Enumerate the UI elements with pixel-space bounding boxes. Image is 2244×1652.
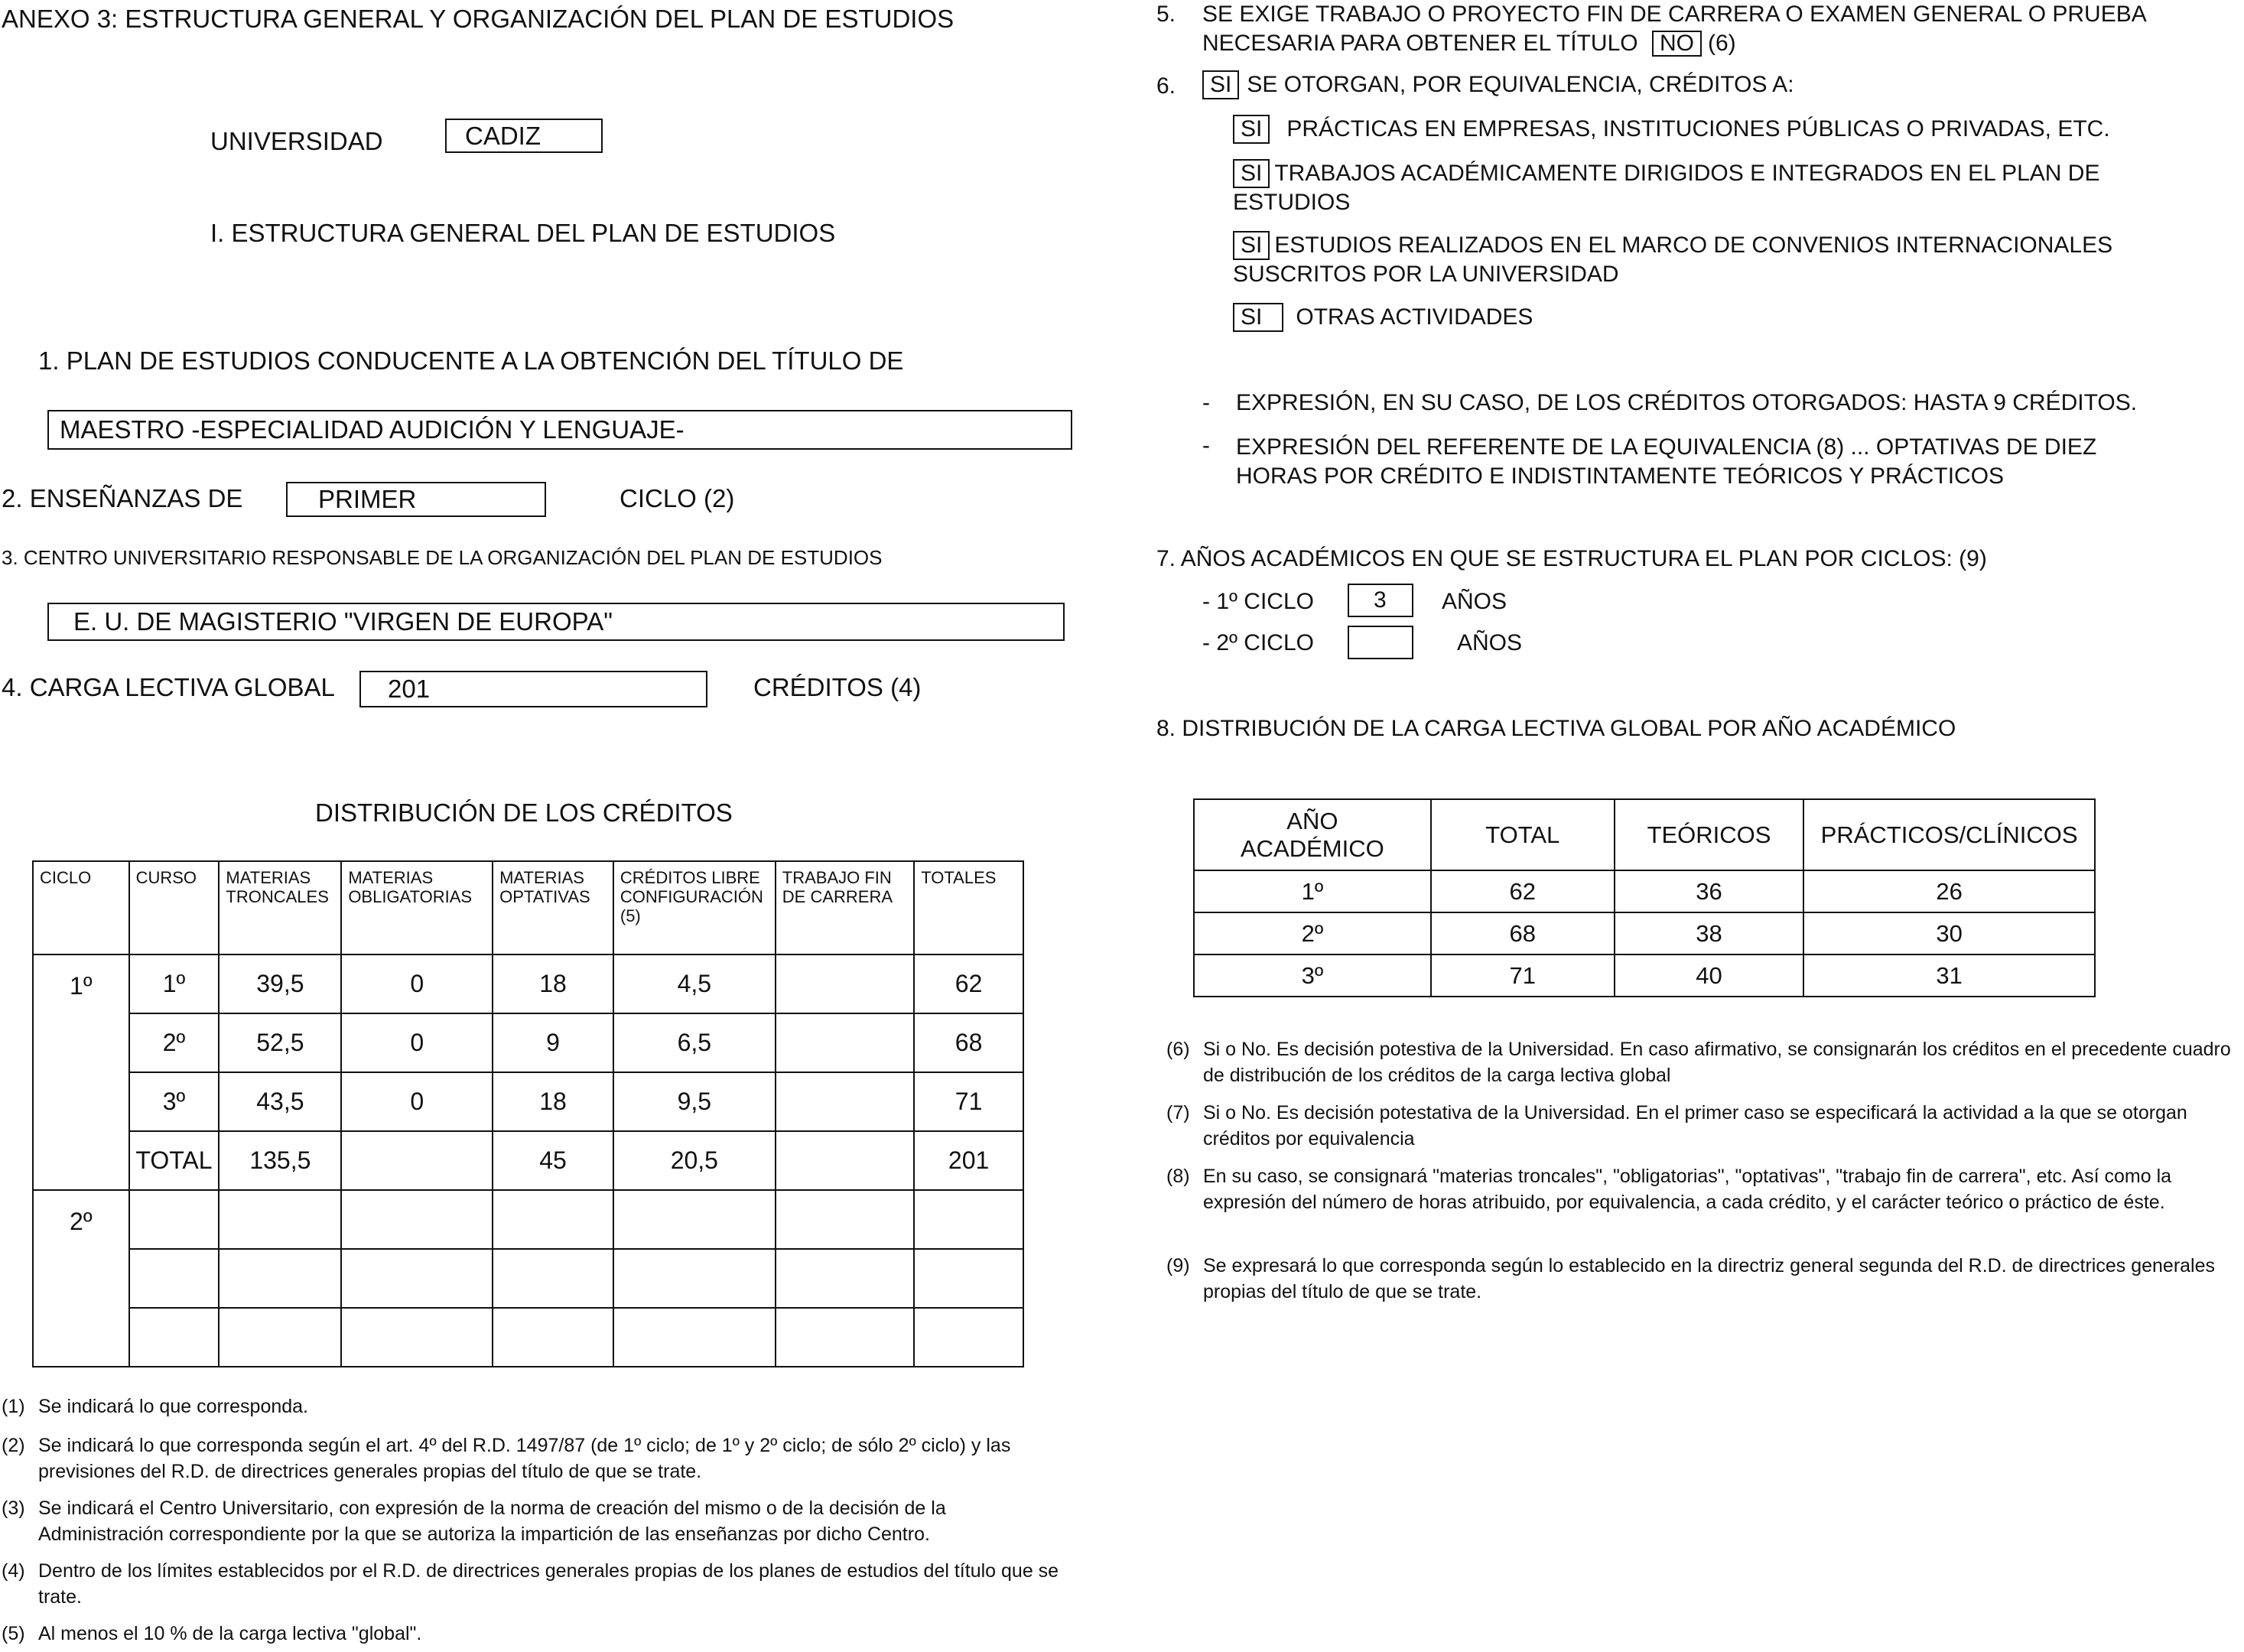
footnote-text: Al menos el 10 % de la carga lectiva "global". [38,1623,422,1644]
table-cell [776,954,914,1013]
table-cell [914,1190,1023,1249]
item2-label: 2. ENSEÑANZAS DE [2,484,243,512]
table-cell [493,1249,613,1308]
item7-ciclo1-field [1348,584,1413,617]
table-cell [914,1308,1023,1367]
university-label: UNIVERSIDAD [210,127,383,155]
item2-suffix: CICLO (2) [620,484,735,512]
table-cell: 36 [1615,870,1803,912]
option-value-box [1233,231,1270,260]
item1-label: 1. PLAN DE ESTUDIOS CONDUCENTE A LA OBTENCIÓN DEL TÍTULO DE [38,346,904,375]
col-header-libre-configuracion: CRÉDITOS LIBRE CONFIGURACIÓN (5) [613,861,776,954]
table-cell: 71 [914,1072,1023,1131]
footnote-number: (7) [1166,1102,1190,1124]
table-cell: TOTAL [129,1131,220,1190]
col-header-practicos: PRÁCTICOS/CLÍNICOS [1803,799,2095,870]
item6-bullet1: EXPRESIÓN, EN SU CASO, DE LOS CRÉDITOS OTORGADOS: HASTA 9 CRÉDITOS. [1236,390,2138,415]
col-header-curso: CURSO [129,861,220,954]
table-row-total [33,1131,1023,1190]
table-cell [776,1013,914,1072]
table-cell: 31 [1803,954,2095,997]
item7-ciclo2-years: AÑOS [1457,630,1523,655]
col-header-teoricos: TEÓRICOS [1615,799,1803,870]
item6-option-2 [1233,159,2166,217]
table-cell [914,1249,1023,1308]
table-cell: 68 [914,1013,1023,1072]
annex-title: ANEXO 3: ESTRUCTURA GENERAL Y ORGANIZACIÓN DEL PLAN DE ESTUDIOS [2,5,955,33]
option-value: SI [1241,116,1263,141]
table-cell: 4,5 [613,954,776,1013]
col-header-totales: TOTALES [914,861,1023,954]
table-cell: 62 [914,954,1023,1013]
option-value-box [1233,159,1270,188]
table-cell: 0 [341,1013,493,1072]
table-cell: 0 [341,954,493,1013]
table-cell: 38 [1615,912,1803,954]
item6-number: 6. [1156,73,1176,99]
option-text: ESTUDIOS REALIZADOS EN EL MARCO DE CONVENIOS INTERNACIONALES SUSCRITOS POR LA UNIVERSIDAD [1233,233,2113,287]
table-row [33,1249,1023,1308]
footnote-text: Dentro de los límites establecidos por el R.D. de directrices generales propias de los planes de estudios del título que se trate. [38,1560,1059,1608]
item5-line2-text: NECESARIA PARA OBTENER EL TÍTULO [1202,31,1638,56]
col-header-obligatorias: MATERIAS OBLIGATORIAS [341,861,493,954]
item6-bullet2: EXPRESIÓN DEL REFERENTE DE LA EQUIVALENCIA (8) ... OPTATIVAS DE DIEZ HORAS POR CRÉDITO E INDISTINTAMENTE TEÓRICOS Y PRÁCTICOS [1236,434,2097,489]
table-cell [341,1249,493,1308]
table-cell [776,1072,914,1131]
table-cell: 62 [1431,870,1615,912]
item6-option-1 [1233,115,2110,144]
item7-ciclo1-value: 3 [1374,587,1387,613]
item2-value: PRIMER [318,485,417,513]
table-cell [776,1249,914,1308]
footnote-text: En su caso, se consignará "materias troncales", "obligatorias", "optativas", "trabajo fin de carrera", etc. Así como la expresión del número de horas atribuido, por equivalencia, a cada crédito, y el carácter teórico o práctico de éste. [1203,1166,2172,1213]
item5-suffix: (6) [1707,31,1736,56]
item7-ciclo1-years: AÑOS [1442,589,1507,614]
footnote-6 [1166,1036,2237,1088]
col-header-ciclo: CICLO [33,861,129,954]
item7-ciclo1-label: - 1º CICLO [1202,589,1314,614]
item4-field [359,671,707,707]
ciclo-cell: 1º [33,954,129,1190]
table-cell: 30 [1803,912,2095,954]
table-cell: 68 [1431,912,1615,954]
annual-table-header-row [1194,799,2095,870]
item6-value-box [1202,70,1239,99]
option-value: SI [1241,161,1263,186]
footnote-number: (6) [1166,1039,1190,1060]
table-cell: 3º [1194,954,1431,997]
item7-ciclo2-field [1348,626,1413,659]
table-row [33,1013,1023,1072]
table-cell: 18 [493,954,613,1013]
item5-value-box [1652,31,1702,57]
table-cell: 40 [1615,954,1803,997]
footnote-number: (9) [1166,1255,1190,1276]
footnote-text: Si o No. Es decisión potestiva de la Universidad. En caso afirmativo, se consignarán los créditos en el precedente cuadro de distribución de los créditos de la carga lectiva global [1203,1039,2231,1086]
table-cell: 2º [129,1013,220,1072]
item7-label: 7. AÑOS ACADÉMICOS EN QUE SE ESTRUCTURA EL PLAN POR CICLOS: (9) [1156,546,1987,571]
footnote-2 [2,1432,1072,1485]
item4-label: 4. CARGA LECTIVA GLOBAL [2,673,335,701]
item6-option-3 [1233,231,2166,289]
table-cell: 135,5 [219,1131,341,1190]
table-row [1194,870,2095,912]
table-cell [493,1308,613,1367]
col-header-troncales: MATERIAS TRONCALES [219,861,341,954]
table-cell: 39,5 [219,954,341,1013]
item6-header [1202,70,1794,99]
table-cell: 45 [493,1131,613,1190]
table-row [33,1072,1023,1131]
footnote-number: (3) [2,1498,25,1519]
table-cell [129,1308,220,1367]
table-cell: 52,5 [219,1013,341,1072]
table-cell: 9 [493,1013,613,1072]
item1-field [47,410,1072,450]
table-cell: 1º [129,954,220,1013]
col-header-total: TOTAL [1431,799,1615,870]
table-cell [493,1190,613,1249]
item4-value: 201 [388,675,431,703]
table-cell [613,1190,776,1249]
table-cell [776,1190,914,1249]
item6-label: SE OTORGAN, POR EQUIVALENCIA, CRÉDITOS A: [1247,72,1794,97]
table-cell: 3º [129,1072,220,1131]
item6-value: SI [1210,72,1232,97]
footnote-number: (8) [1166,1166,1190,1187]
option-text: OTRAS ACTIVIDADES [1296,304,1533,330]
item5-line2 [1202,31,1736,57]
table-row [33,1190,1023,1249]
item3-label: 3. CENTRO UNIVERSITARIO RESPONSABLE DE LA ORGANIZACIÓN DEL PLAN DE ESTUDIOS [2,546,883,569]
annual-load-table [1193,798,2096,997]
table-row [1194,912,2095,954]
item7-ciclo2-label: - 2º CICLO [1202,630,1314,655]
footnote-text: Se indicará lo que corresponda según el art. 4º del R.D. 1497/87 (de 1º ciclo; de 1º y 2º ciclo; de sólo 2º ciclo) y las previsiones del R.D. de directrices generales propias del título de que se trate. [38,1435,1011,1482]
option-value-box [1233,115,1270,144]
credits-table [32,860,1024,1367]
ciclo-cell: 2º [33,1190,129,1367]
table-cell [219,1190,341,1249]
table-cell [129,1190,220,1249]
item3-value: E. U. DE MAGISTERIO "VIRGEN DE EUROPA" [73,607,613,636]
table-cell [341,1190,493,1249]
table-cell: 0 [341,1072,493,1131]
credits-table-title: DISTRIBUCIÓN DE LOS CRÉDITOS [315,798,733,827]
footnote-9 [1166,1253,2237,1305]
bullet-dash-1: - [1202,390,1210,415]
footnote-text: Se expresará lo que corresponda según lo establecido en la directriz general segunda del R.D. de directrices generales propias del título de que se trate. [1203,1255,2216,1302]
table-row [33,1308,1023,1367]
table-cell [219,1249,341,1308]
footnote-number: (5) [2,1623,25,1644]
section-title: I. ESTRUCTURA GENERAL DEL PLAN DE ESTUDIOS [210,219,836,247]
col-header-optativas: MATERIAS OPTATIVAS [493,861,613,954]
item5-line1: SE EXIGE TRABAJO O PROYECTO FIN DE CARRERA O EXAMEN GENERAL O PRUEBA [1202,2,2147,27]
item3-field [47,603,1065,641]
item8-label: 8. DISTRIBUCIÓN DE LA CARGA LECTIVA GLOBAL POR AÑO ACADÉMICO [1156,716,1956,741]
bullet-dash-2: - [1202,433,1210,458]
item6-option-4 [1233,303,1533,332]
item2-field [286,482,546,517]
footnote-text: Si o No. Es decisión potestativa de la Universidad. En el primer caso se especificará la actividad a la que se otorgan créditos por equivalencia [1203,1102,2187,1150]
credits-table-header-row [33,861,1023,954]
footnote-4 [2,1558,1072,1610]
table-row [1194,954,2095,997]
footnote-8 [1166,1163,2237,1241]
table-cell [613,1249,776,1308]
footnote-text: Se indicará el Centro Universitario, con expresión de la norma de creación del mismo o de la decisión de la Administración correspondiente por la que se autoriza la impartición de las enseñanzas por dicho Centro. [38,1498,946,1545]
table-row [33,954,1023,1013]
table-cell [129,1249,220,1308]
table-cell: 6,5 [613,1013,776,1072]
table-cell: 43,5 [219,1072,341,1131]
table-cell: 18 [493,1072,613,1131]
table-cell: 20,5 [613,1131,776,1190]
table-cell [613,1308,776,1367]
footnote-number: (4) [2,1560,25,1582]
option-value-box [1233,303,1283,332]
table-cell: 201 [914,1131,1023,1190]
table-cell: 1º [1194,870,1431,912]
table-cell [219,1308,341,1367]
footnote-number: (1) [2,1396,25,1417]
footnote-1 [2,1393,1072,1419]
table-cell: 9,5 [613,1072,776,1131]
footnote-5 [2,1621,1072,1647]
item1-value: MAESTRO -ESPECIALIDAD AUDICIÓN Y LENGUAJE- [60,415,685,444]
table-cell [776,1308,914,1367]
option-value: SI [1241,304,1263,330]
item4-suffix: CRÉDITOS (4) [753,673,922,701]
col-header-trabajo-fin-carrera: TRABAJO FIN DE CARRERA [776,861,914,954]
table-cell [341,1308,493,1367]
col-header-ano-academico: AÑO ACADÉMICO [1194,799,1431,870]
table-cell: 2º [1194,912,1431,954]
table-cell [776,1131,914,1190]
table-cell: 26 [1803,870,2095,912]
item5-number: 5. [1156,2,1176,27]
footnote-3 [2,1495,1072,1547]
item5-value: NO [1659,31,1694,56]
footnote-7 [1166,1100,2237,1152]
university-value: CADIZ [465,121,541,150]
option-value: SI [1241,233,1263,258]
footnote-text: Se indicará lo que corresponda. [38,1396,309,1417]
university-field [445,119,603,153]
option-text: PRÁCTICAS EN EMPRESAS, INSTITUCIONES PÚBLICAS O PRIVADAS, ETC. [1286,116,2110,141]
option-text: TRABAJOS ACADÉMICAMENTE DIRIGIDOS E INTEGRADOS EN EL PLAN DE ESTUDIOS [1233,161,2100,215]
table-cell [341,1131,493,1190]
table-cell: 71 [1431,954,1615,997]
footnote-number: (2) [2,1435,25,1456]
